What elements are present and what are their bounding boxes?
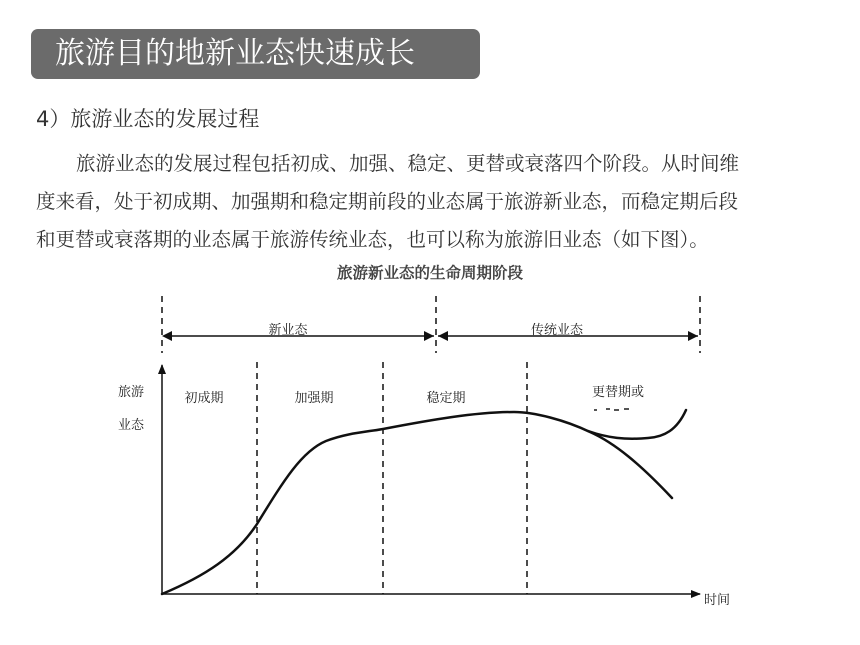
paragraph-line-2: 度来看，处于初成期、加强期和稳定期前段的业态属于旅游新业态，而稳定期后段 — [36, 190, 739, 213]
stage-label-strengthening: 加强期 — [294, 391, 334, 406]
renewal-branch-curve — [588, 410, 686, 439]
stage-label-replacement: 更替期或 — [591, 385, 645, 400]
span-label-new: 新业态 — [268, 323, 308, 338]
span-label-traditional: 传统业态 — [530, 323, 584, 338]
lifecycle-curve — [162, 412, 672, 594]
traditional-format-arrowhead-left — [438, 331, 448, 341]
paragraph-line-1: 旅游业态的发展过程包括初成、加强、稳定、更替或衰落四个阶段。从时间维 — [76, 152, 740, 175]
new-format-arrowhead-right — [424, 331, 434, 341]
stage-label-stable: 稳定期 — [426, 391, 466, 406]
section-heading: 4）旅游业态的发展过程 — [36, 107, 260, 131]
paragraph-line-3: 和更替或衰落期的业态属于旅游传统业态，也可以称为旅游旧业态（如下图）。 — [36, 228, 709, 251]
x-axis-label: 时间 — [704, 593, 731, 608]
new-format-arrowhead-left — [162, 331, 172, 341]
clipped-label-fragment — [594, 408, 629, 411]
traditional-format-arrowhead-right — [688, 331, 698, 341]
banner-title: 旅游目的地新业态快速成长 — [55, 36, 415, 71]
stage-label-formation: 初成期 — [184, 391, 224, 406]
y-axis-label-top: 旅游 — [118, 385, 145, 400]
y-axis-label-bottom: 业态 — [118, 418, 145, 433]
diagram-title: 旅游新业态的生命周期阶段 — [336, 264, 524, 282]
